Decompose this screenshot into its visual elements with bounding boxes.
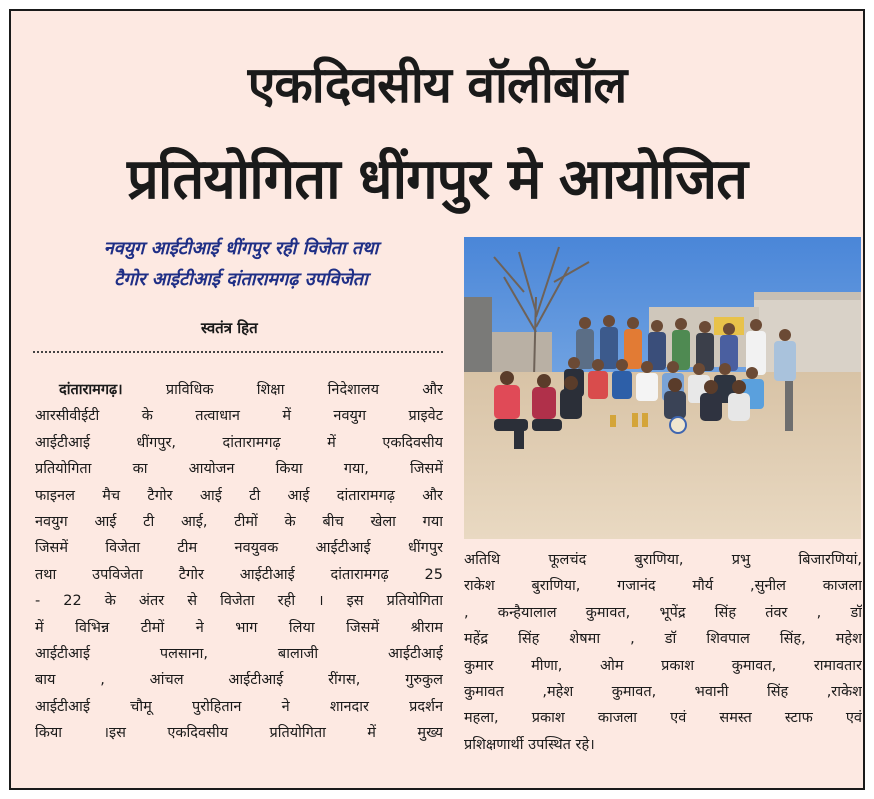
article-line: आईटीआई धींगपुर, दांतारामगढ़ में एकदिवसीय: [35, 434, 443, 451]
article-line: बाय , आंचल आईटीआई रींगस, गुरुकुल: [35, 672, 443, 689]
article-line: - 22 के अंतर से विजेता रही । इस प्रतियोगिता: [35, 593, 443, 610]
article-line: आरसीवीईटी के तत्वाधान में नवयुग प्राइवेट: [35, 408, 443, 425]
article-line: आईटीआई पलसाना, बालाजी आईटीआई: [35, 646, 443, 663]
article-line: नवयुग आई टी आई, टीमों के बीच खेला गया: [35, 514, 443, 531]
article-line: फाइनल मैच टैगोर आई टी आई दांतारामगढ़ और: [35, 487, 443, 504]
article-line: , कन्हैयालाल कुमावत, भूपेंद्र सिंह तंवर , डॉ: [464, 604, 862, 621]
article-line: अतिथि फूलचंद बुराणिया, प्रभु बिजारणियां,: [464, 552, 862, 568]
article-line: में विभिन्न टीमों ने भाग लिया जिसमें श्रीराम: [35, 619, 443, 636]
headline-line-1: एकदिवसीय वॉलीबॉल: [247, 56, 627, 114]
dateline: दांतारामगढ़।: [59, 382, 123, 398]
article-line: आईटीआई चौमू पुरोहितान ने शानदार प्रदर्शन: [35, 698, 443, 715]
article-line: कुमार मीणा, ओम प्रकाश कुमावत, रामावतार: [464, 657, 862, 674]
article-line: प्रशिक्षणार्थी उपस्थित रहे।: [464, 736, 595, 753]
team-photo: [464, 237, 861, 539]
dotted-divider: [33, 351, 443, 353]
article-line: महला, प्रकाश काजला एवं समस्त स्टाफ एवं: [464, 710, 862, 727]
article-line: जिसमें विजेता टीम नवयुवक आईटीआई धींगपुर: [35, 540, 443, 557]
subheadline-line-1: नवयुग आईटीआई धींगपुर रही विजेता तथा: [103, 238, 379, 259]
article-line: राकेश बुराणिया, गजानंद मौर्य ,सुनील काजला: [464, 578, 862, 595]
headline-line-2: प्रतियोगिता धींगपुर मे आयोजित: [126, 147, 748, 212]
article-line: तथा उपविजेता टैगोर आईटीआई दांतारामगढ़ 25: [35, 566, 443, 583]
article-line: दांतारामगढ़। प्राविधिक शिक्षा निदेशालय और: [59, 382, 443, 398]
byline: स्वतंत्र हित: [201, 319, 258, 337]
news-clipping: [9, 9, 865, 790]
article-right-column: [464, 547, 862, 758]
article-line: प्रतियोगिता का आयोजन किया गया, जिसमें: [35, 461, 443, 478]
article-line: कुमावत ,महेश कुमावत, भवानी सिंह ,राकेश: [464, 684, 862, 701]
article-line: किया ।इस एकदिवसीय प्रतियोगिता में मुख्य: [35, 725, 443, 742]
subheadline-line-2: टैगोर आईटीआई दांतारामगढ़ उपविजेता: [114, 269, 368, 290]
article-left-column: [35, 377, 443, 747]
article-line: महेंद्र सिंह शेषमा , डॉ शिवपाल सिंह, महेश: [464, 631, 862, 648]
